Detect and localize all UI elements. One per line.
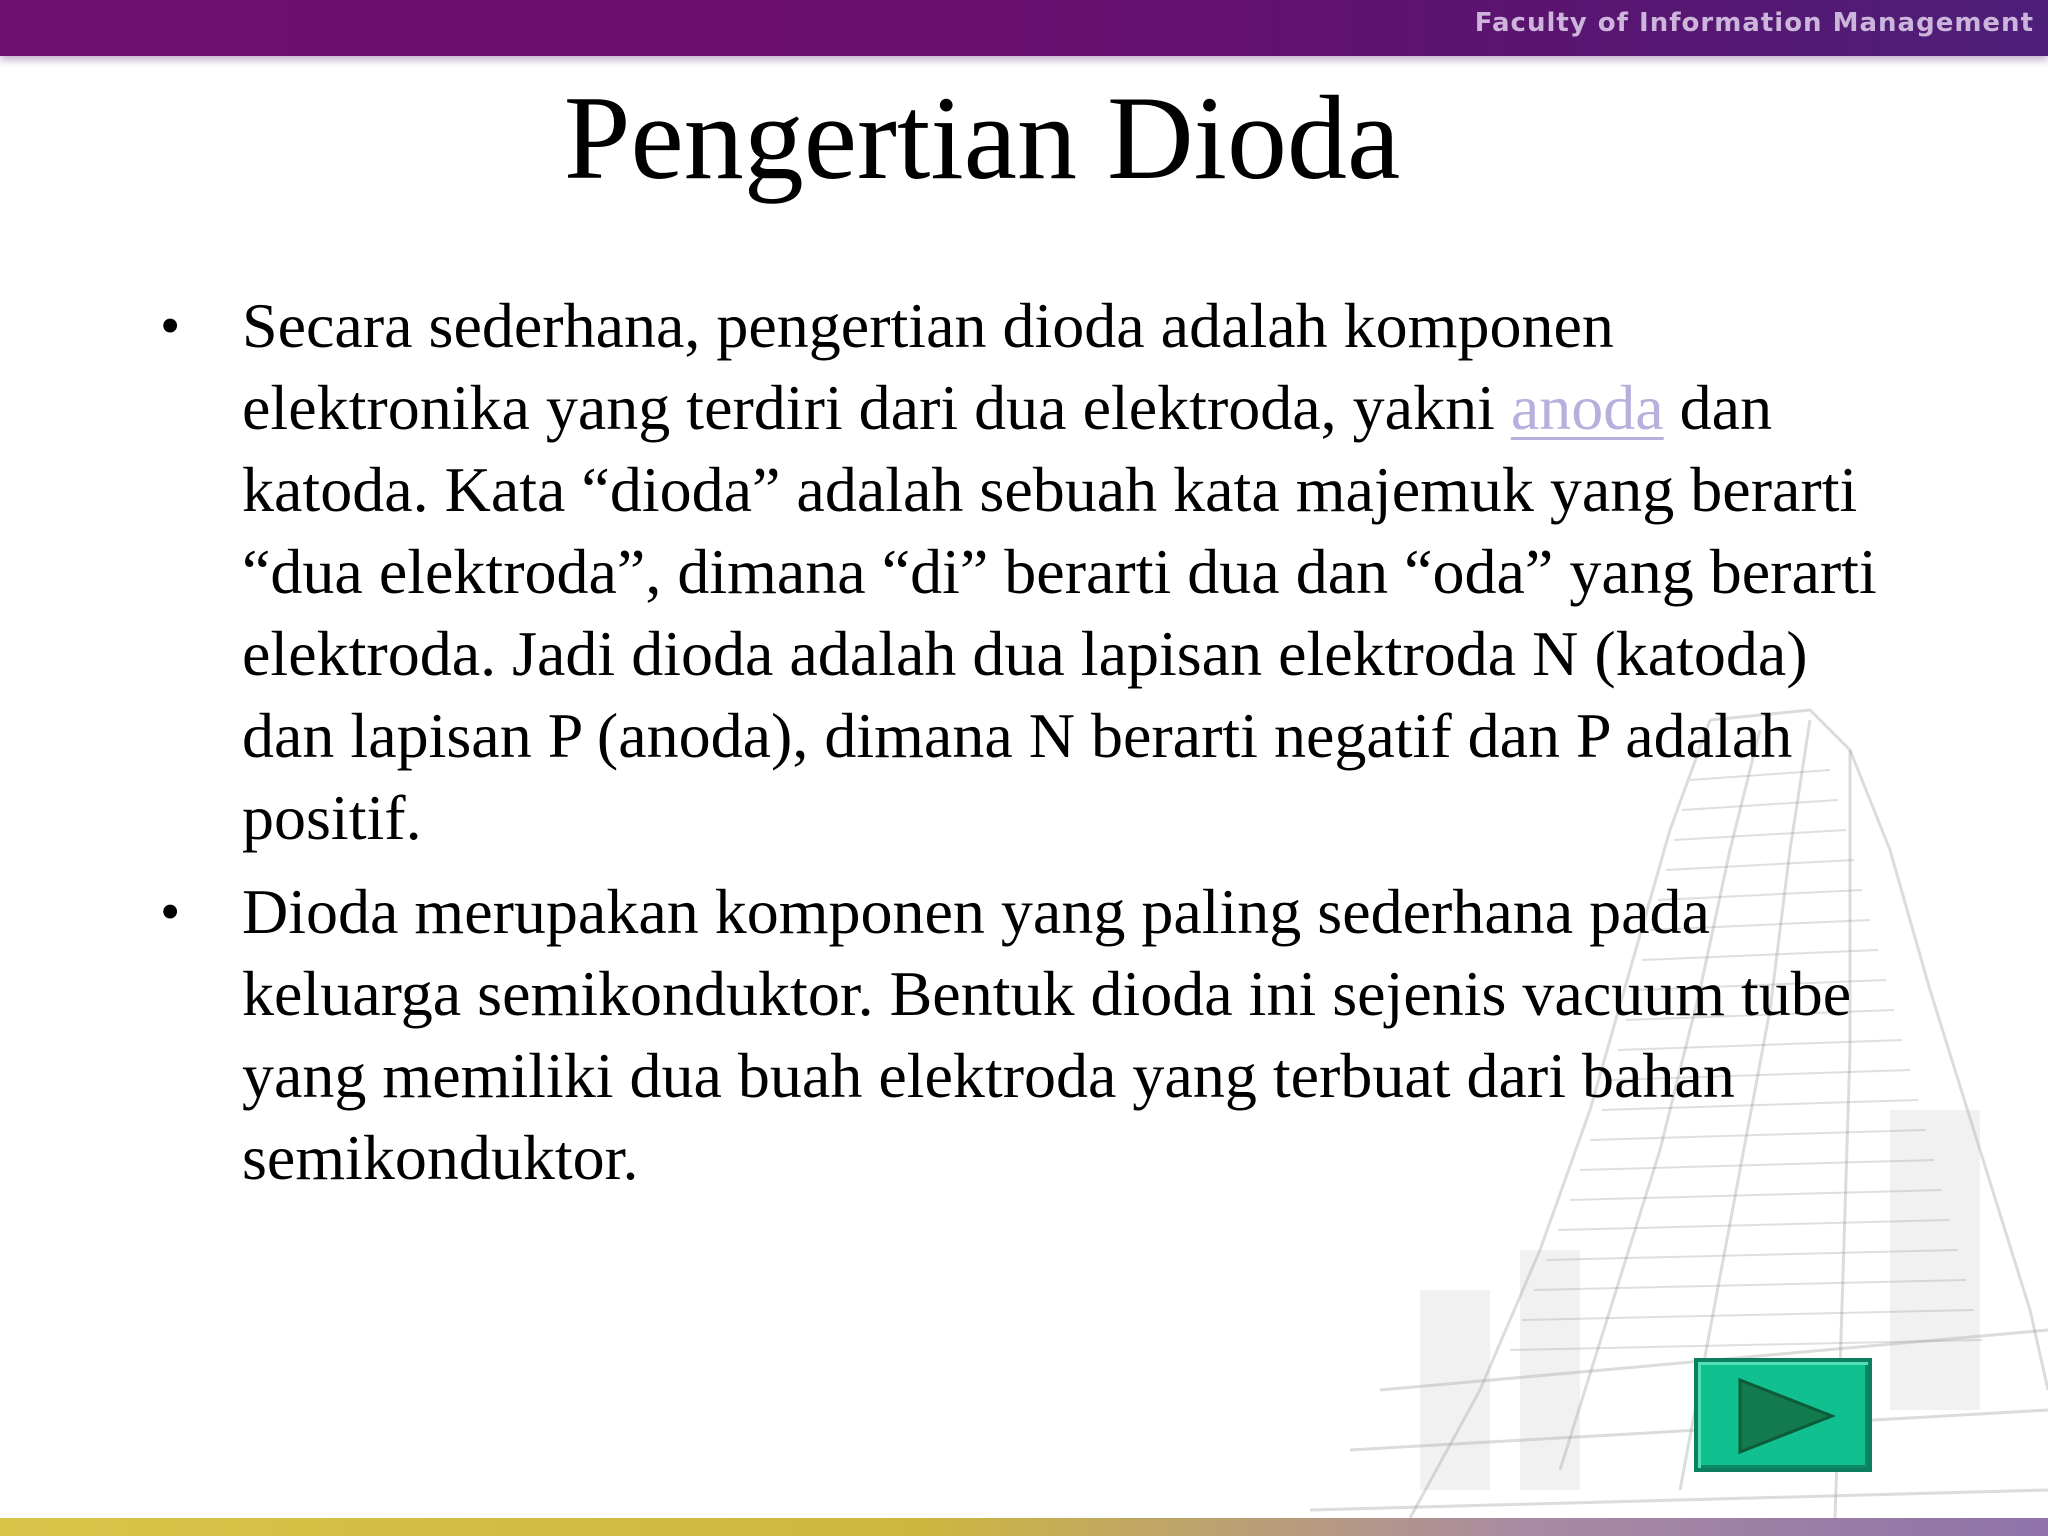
bullet-text: Dioda merupakan komponen yang paling sederhana pada keluarga semikonduktor. Bentuk dioda ini sejenis vacuum tube yang memiliki dua buah elektroda yang terbuat dari bahan semikonduktor. — [242, 876, 1852, 1193]
bullet-text-part: Secara sederhana, pengertian dioda adalah komponen elektronika yang terdiri dari dua elektroda, yakni — [242, 290, 1614, 443]
footer-bar — [0, 1518, 2048, 1536]
next-slide-button[interactable] — [1694, 1358, 1872, 1472]
header-banner — [0, 0, 2048, 56]
anoda-link[interactable]: anoda — [1510, 372, 1664, 443]
bullet-marker: • — [160, 879, 181, 944]
bullet-list — [160, 285, 1880, 1211]
bullet-marker: • — [160, 293, 181, 358]
play-triangle-icon — [1736, 1378, 1836, 1454]
slide-title: Pengertian Dioda — [563, 71, 1401, 204]
bullet-item — [160, 285, 1880, 859]
bullet-item — [160, 871, 1880, 1199]
faculty-name: Faculty of Information Management — [1474, 8, 2034, 38]
bullet-text-part: dan katoda. Kata “dioda” adalah sebuah kata majemuk yang berarti “dua elektroda”, dimana “di” berarti dua dan “oda” yang berarti elektroda. Jadi dioda adalah dua lapisan elektroda N (katoda) dan lapisan P (anoda), dimana N berarti negatif dan P adalah positif. — [242, 372, 1877, 853]
